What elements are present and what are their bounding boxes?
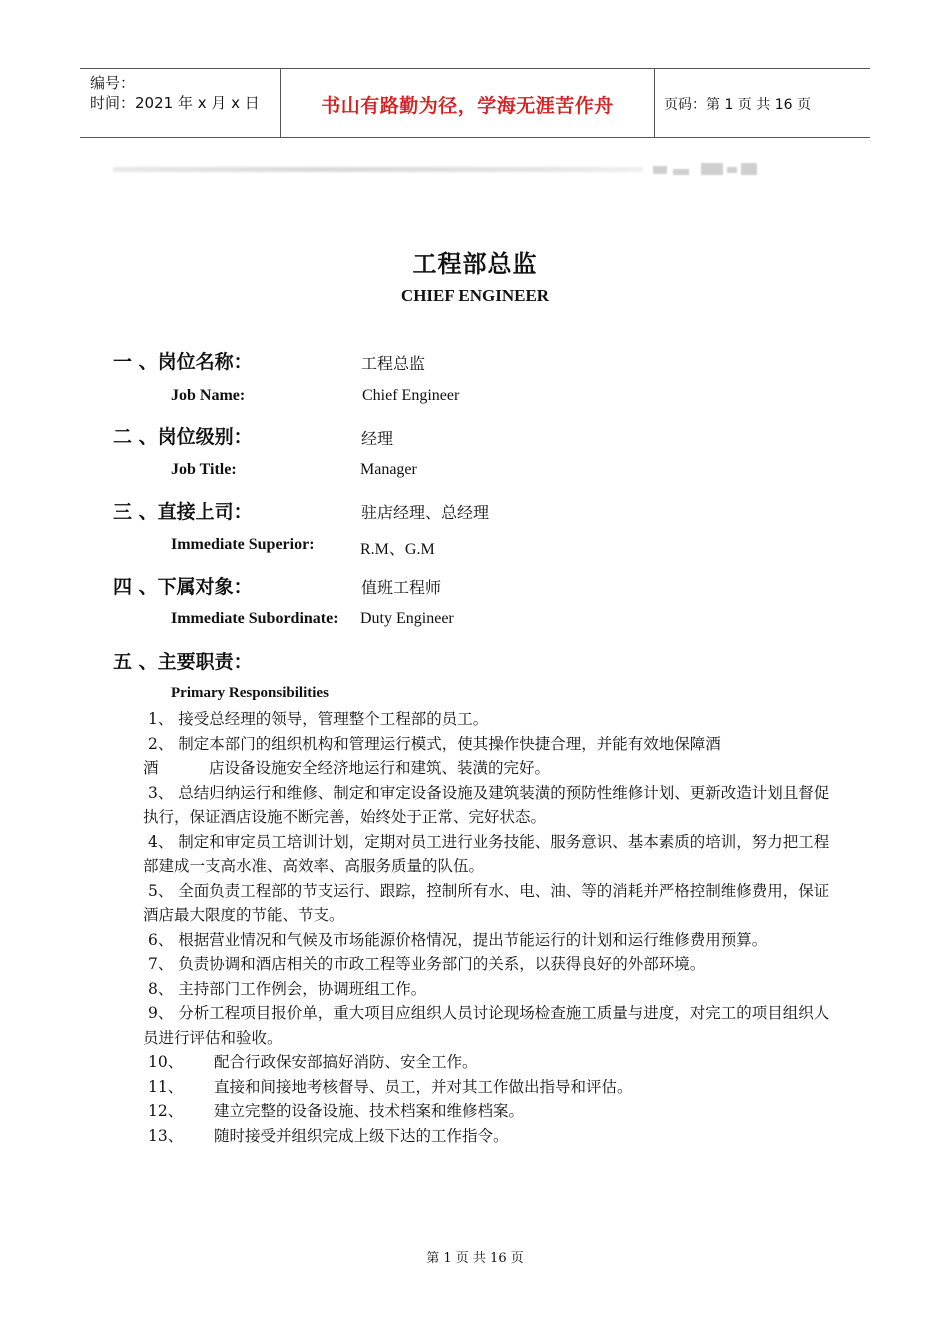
list-item: 2、 制定本部门的组织机构和管理运行模式，使其操作快捷合理，并能有效地保障酒 xyxy=(148,734,721,753)
list-item-number: 10、 xyxy=(148,1053,184,1071)
header-motto-cell xyxy=(281,69,655,137)
section-heading: 一 、岗位名称： xyxy=(113,351,253,373)
list-item: 9、 分析工程项目报价单，重大项目应组织人员讨论现场检查施工质量与进度，对完工的项目组织人员进行评估和验收。 xyxy=(143,1004,830,1047)
responsibilities-list xyxy=(143,707,838,1148)
section-value: 值班工程师 xyxy=(361,578,442,597)
page-title: 工程部总监 xyxy=(412,249,538,278)
list-item-text: 配合行政保安部搞好消防、安全工作。 xyxy=(214,1053,478,1071)
section-heading: 四 、下属对象： xyxy=(113,576,253,598)
list-item xyxy=(143,1075,838,1100)
blurred-divider-block xyxy=(741,163,757,175)
list-item: 4、 制定和审定员工培训计划，定期对员工进行业务技能、服务意识、基本素质的培训，努力把工程部建成一支高水准、高效率、高服务质量的队伍。 xyxy=(143,832,830,875)
header-page-info: 页码：第 1 页 共 16 页 xyxy=(664,97,811,113)
section-value: 经理 xyxy=(361,429,394,448)
blurred-divider-block xyxy=(673,169,689,175)
list-item: 8、 主持部门工作例会，协调班组工作。 xyxy=(148,979,427,998)
section-english-value: R.M、G.M xyxy=(360,541,435,558)
blurred-divider-bar xyxy=(113,167,643,172)
section-heading: 二 、岗位级别： xyxy=(113,426,253,448)
page-header xyxy=(80,68,870,138)
blurred-divider xyxy=(113,163,758,175)
list-item: 5、 全面负责工程部的节支运行、跟踪，控制所有水、电、油、等的消耗并严格控制维修费用，保证酒店最大限度的节能、节支。 xyxy=(143,881,830,924)
header-page-cell xyxy=(655,69,870,137)
header-motto: 书山有路勤为径，学海无涯苦作舟 xyxy=(321,95,614,117)
section-english-label: Immediate Subordinate: xyxy=(171,610,339,627)
list-item-text: 建立完整的设备设施、技术档案和维修档案。 xyxy=(214,1102,525,1120)
list-item: 酒 店设备设施安全经济地运行和建筑、装潢的完好。 xyxy=(143,759,551,777)
list-item-number: 12、 xyxy=(148,1102,184,1120)
list-item: 3、 总结归纳运行和维修、制定和审定设备设施及建筑装潢的预防性维修计划、更新改造计划且督促执行，保证酒店设施不断完善，始终处于正常、完好状态。 xyxy=(143,783,830,826)
list-item: 6、 根据营业情况和气候及市场能源价格情况，提出节能运行的计划和运行维修费用预算。 xyxy=(148,930,768,949)
list-item-text: 直接和间接地考核督导、员工，并对其工作做出指导和评估。 xyxy=(214,1077,633,1096)
list-item xyxy=(143,1050,838,1075)
section-english-value: Chief Engineer xyxy=(362,387,460,404)
list-item-number: 13、 xyxy=(148,1126,184,1145)
section-heading: 五 、主要职责： xyxy=(113,651,253,673)
list-item: 1、 接受总经理的领导，管理整个工程部的员工。 xyxy=(148,710,489,728)
section-heading: 三 、直接上司： xyxy=(113,501,253,523)
list-item: 7、 负责协调和酒店相关的市政工程等业务部门的关系，以获得良好的外部环境。 xyxy=(148,955,706,973)
blurred-divider-block xyxy=(727,167,737,173)
page-title-english: CHIEF ENGINEER xyxy=(400,286,550,305)
page-footer: 第 1 页 共 16 页 xyxy=(426,1251,524,1266)
list-item-text: 随时接受并组织完成上级下达的工作指令。 xyxy=(214,1126,509,1145)
section-english-value: Duty Engineer xyxy=(360,610,454,627)
blurred-divider-block xyxy=(701,163,723,175)
list-item-number: 11、 xyxy=(148,1077,184,1096)
section-english-value: Manager xyxy=(360,461,417,478)
list-item xyxy=(143,1099,838,1124)
section-value: 驻店经理、总经理 xyxy=(361,503,490,522)
section-english-label: Primary Responsibilities xyxy=(171,685,329,701)
section-english-label: Job Name: xyxy=(171,387,246,404)
section-english-label: Immediate Superior: xyxy=(171,536,315,553)
document-date-label: 时间：2021 年 x 月 x 日 xyxy=(90,94,260,112)
list-item xyxy=(143,1124,838,1149)
header-meta-cell xyxy=(80,69,281,137)
section-value: 工程总监 xyxy=(361,354,426,373)
section-english-label: Job Title: xyxy=(171,461,237,478)
list-item-text: 店设备设施安全经济地运行和建筑、装潢的完好。 xyxy=(209,759,551,777)
document-number-label: 编号： xyxy=(90,74,136,92)
blurred-divider-block xyxy=(653,166,667,174)
